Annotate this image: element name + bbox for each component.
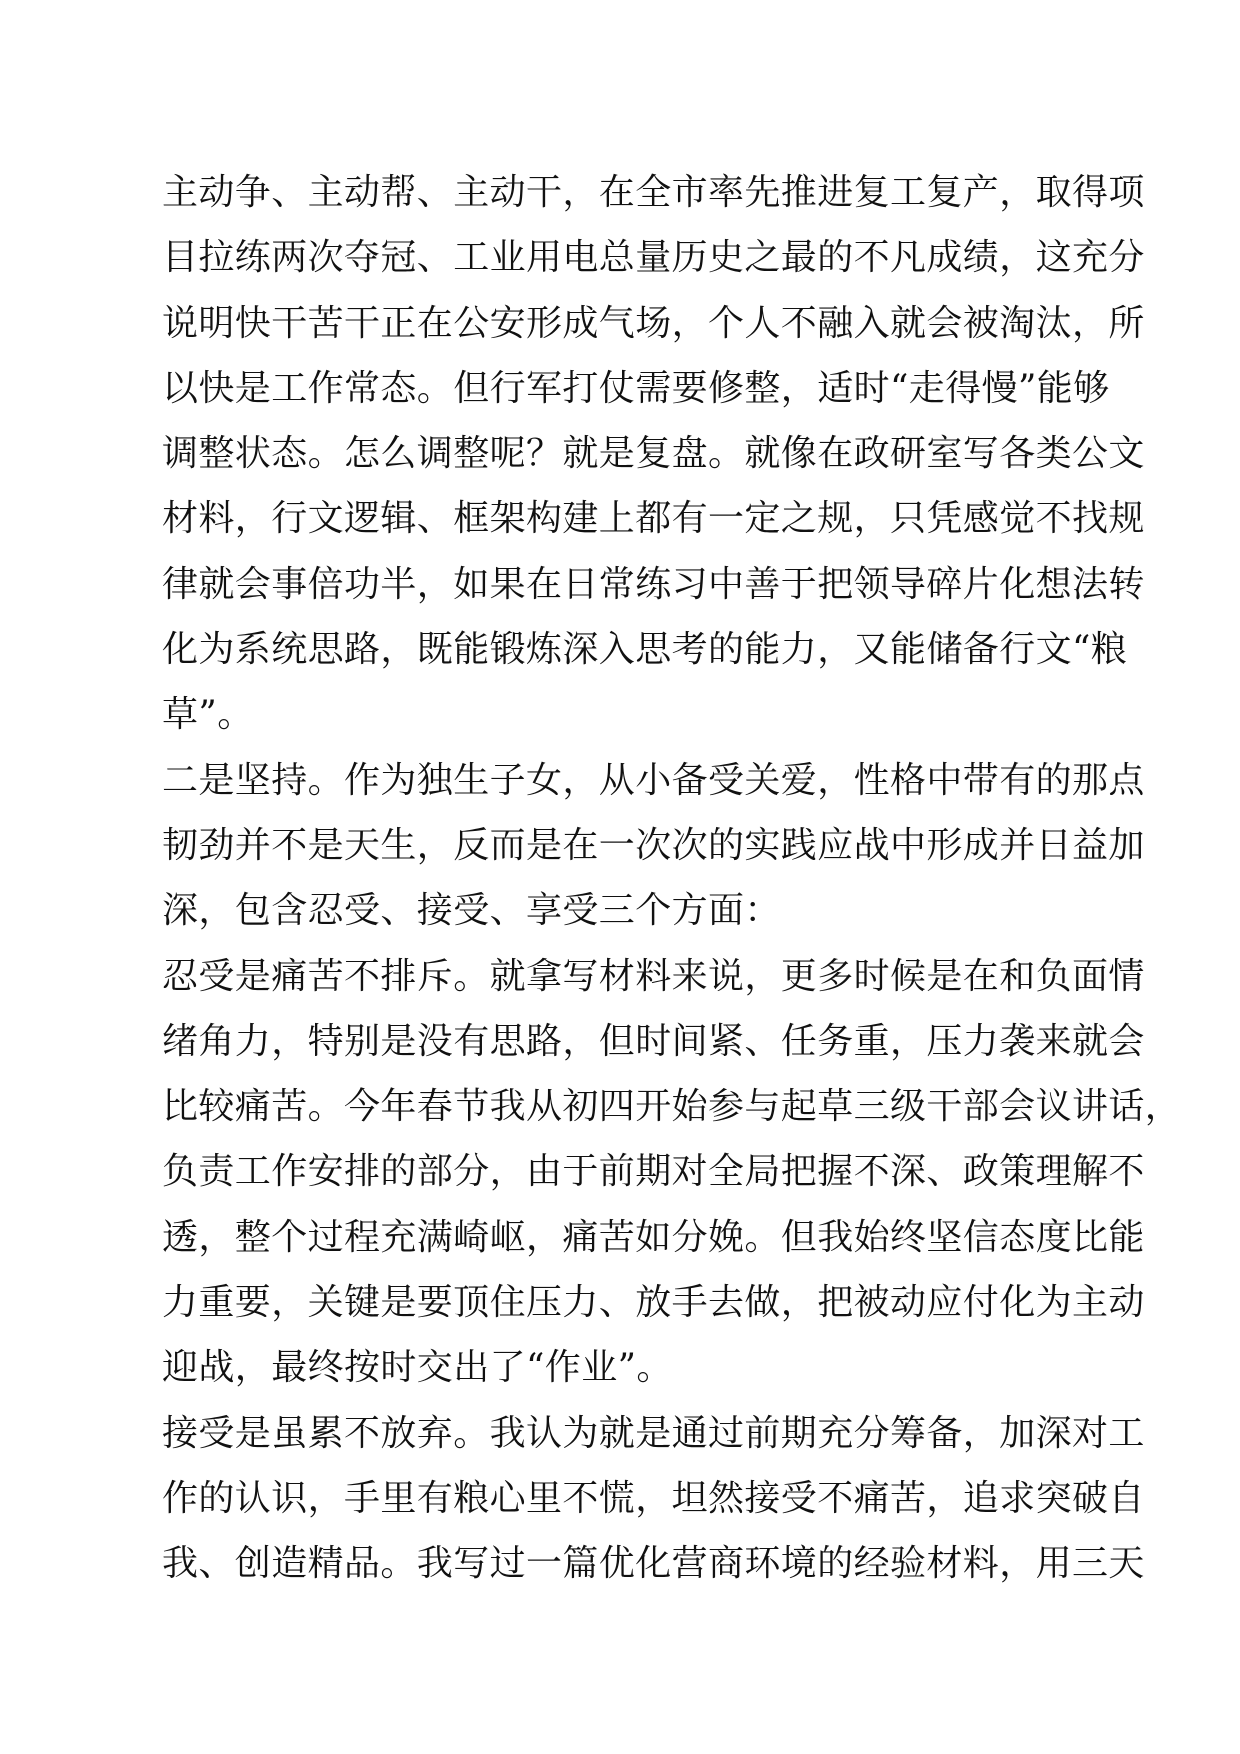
text-line: 材料，行文逻辑、框架构建上都有一定之规，只凭感觉不找规 <box>162 498 1145 540</box>
text-line: 忍受是痛苦不排斥。就拿写材料来说，更多时候是在和负面情 <box>162 955 1145 997</box>
text-line: 透，整个过程充满崎岖，痛苦如分娩。但我始终坚信态度比能 <box>162 1216 1145 1258</box>
text-line: 绪角力，特别是没有思路，但时间紧、任务重，压力袭来就会 <box>162 1020 1145 1062</box>
text-line: 律就会事倍功半，如果在日常练习中善于把领导碎片化想法转 <box>162 563 1145 605</box>
text-line: 调整状态。怎么调整呢？就是复盘。就像在政研室写各类公文 <box>162 433 1145 475</box>
text-line: 深，包含忍受、接受、享受三个方面： <box>162 890 781 932</box>
text-line: 接受是虽累不放弃。我认为就是通过前期充分筹备，加深对工 <box>162 1412 1145 1454</box>
text-line: 我、创造精品。我写过一篇优化营商环境的经验材料，用三天 <box>162 1543 1145 1585</box>
text-line: 韧劲并不是天生，反而是在一次次的实践应战中形成并日益加 <box>162 824 1145 866</box>
text-line: 说明快干苦干正在公安形成气场，个人不融入就会被淘汰，所 <box>162 302 1145 344</box>
text-line: 草”。 <box>162 694 254 736</box>
text-line: 比较痛苦。今年春节我从初四开始参与起草三级干部会议讲话， <box>162 1086 1182 1128</box>
text-line: 作的认识，手里有粮心里不慌，坦然接受不痛苦，追求突破自 <box>162 1477 1145 1519</box>
text-line: 二是坚持。作为独生子女，从小备受关爱，性格中带有的那点 <box>162 759 1145 801</box>
text-line: 负责工作安排的部分，由于前期对全局把握不深、政策理解不 <box>162 1151 1145 1193</box>
text-line: 化为系统思路，既能锻炼深入思考的能力，又能储备行文“粮 <box>162 629 1128 671</box>
text-line: 以快是工作常态。但行军打仗需要修整，适时“走得慢”能够 <box>162 367 1110 409</box>
body-text <box>162 160 1182 1597</box>
text-line: 迎战，最终按时交出了“作业”。 <box>162 1347 673 1389</box>
text-line: 主动争、主动帮、主动干，在全市率先推进复工复产，取得项 <box>162 172 1145 213</box>
text-line: 目拉练两次夺冠、工业用电总量历史之最的不凡成绩，这充分 <box>162 237 1145 279</box>
text-line: 力重要，关键是要顶住压力、放手去做，把被动应付化为主动 <box>162 1282 1145 1324</box>
